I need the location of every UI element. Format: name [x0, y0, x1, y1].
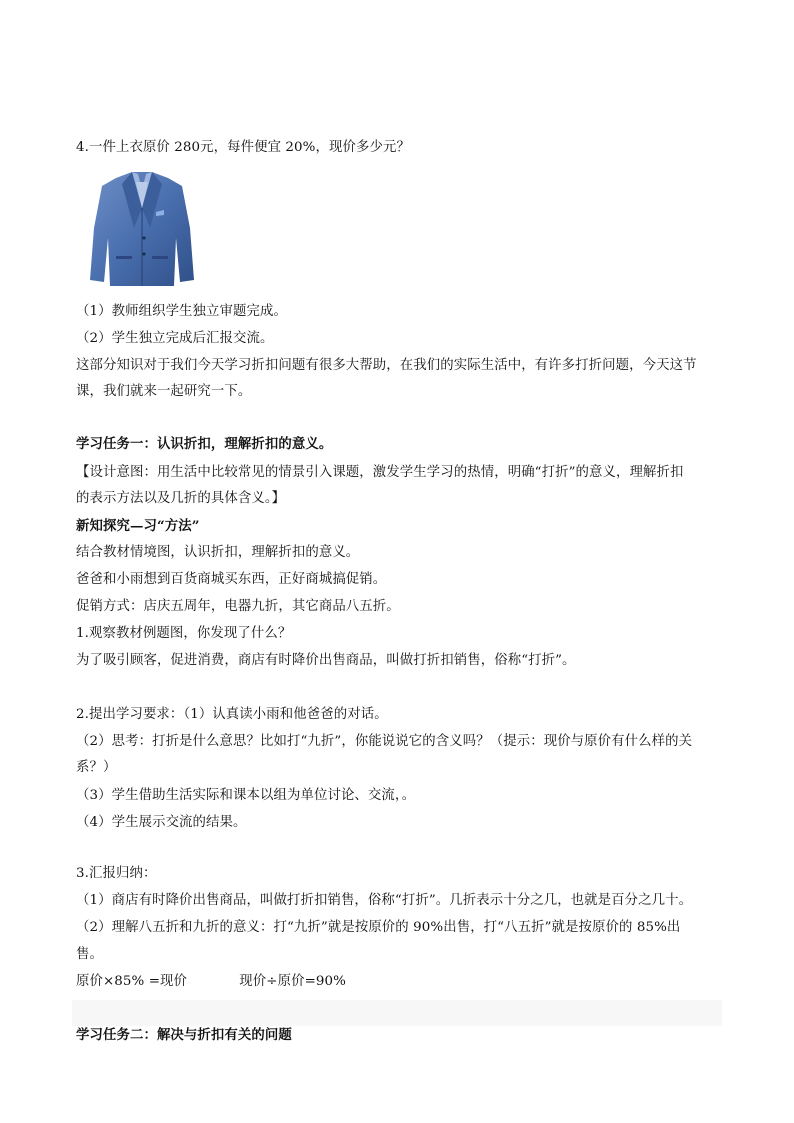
explore-heading: 新知探究—习“方法”: [76, 518, 200, 534]
context-line: 促销方式：店庆五周年，电器九折，其它商品八五折。: [76, 599, 400, 614]
intro-line: 课，我们就来一起研究一下。: [76, 384, 252, 399]
task2-heading: 学习任务二：解决与折扣有关的问题: [76, 1027, 292, 1043]
requirement-line: （3）学生借助生活实际和课本以组为单位讨论、交流，。: [76, 788, 416, 803]
step-line: （1）教师组织学生独立审题完成。: [76, 304, 287, 319]
formula-line: 原价×85% =现价 现价÷原价=90%: [76, 974, 346, 989]
shaded-band: [72, 1000, 722, 1026]
requirement-line: （2）思考：打折是什么意思？比如打“九折”，你能说说它的含义吗？（提示：现价与原价有什么样的关: [76, 734, 693, 749]
context-line: 结合教材情境图，认识折扣，理解折扣的意义。: [76, 545, 360, 560]
context-line: 为了吸引顾客，促进消费，商店有时降价出售商品，叫做打折扣销售，俗称“打折”。: [76, 653, 576, 668]
problem-line: 4.一件上衣原价 280元，每件便宜 20%，现价多少元？: [76, 140, 410, 155]
intro-line: 这部分知识对于我们今天学习折扣问题有很多大帮助，在我们的实际生活中，有许多打折问题，今天这节: [76, 358, 697, 373]
step-line: （2）学生独立完成后汇报交流。: [76, 331, 274, 346]
summary-line: （2）理解八五折和九折的意义：打“九折”就是按原价的 90%出售，打“八五折”就是按原价的 85%出: [76, 920, 681, 935]
requirement-line: （4）学生展示交流的结果。: [76, 815, 247, 830]
summary-line: 售。: [76, 947, 103, 962]
jacket-image: [86, 168, 198, 292]
design-intent-line: 的表示方法以及几折的具体含义。】: [76, 491, 286, 506]
task1-heading: 学习任务一：认识折扣，理解折扣的意义。: [76, 436, 333, 452]
requirement-line: 系？）: [76, 760, 117, 775]
summary-line: （1）商店有时降价出售商品，叫做打折扣销售，俗称“打折”。几折表示十分之几，也就是百分之几十。: [76, 893, 693, 908]
design-intent-line: 【设计意图：用生活中比较常见的情景引入课题，激发学生学习的热情，明确“打折”的意义，理解折扣: [76, 465, 684, 480]
summary-line: 3.汇报归纳：: [76, 866, 157, 881]
context-line: 爸爸和小雨想到百货商城买东西，正好商城搞促销。: [76, 572, 387, 587]
context-line: 1.观察教材例题图，你发现了什么？: [76, 626, 292, 641]
requirement-line: 2.提出学习要求：（1）认真读小雨和他爸爸的对话。: [76, 707, 388, 722]
